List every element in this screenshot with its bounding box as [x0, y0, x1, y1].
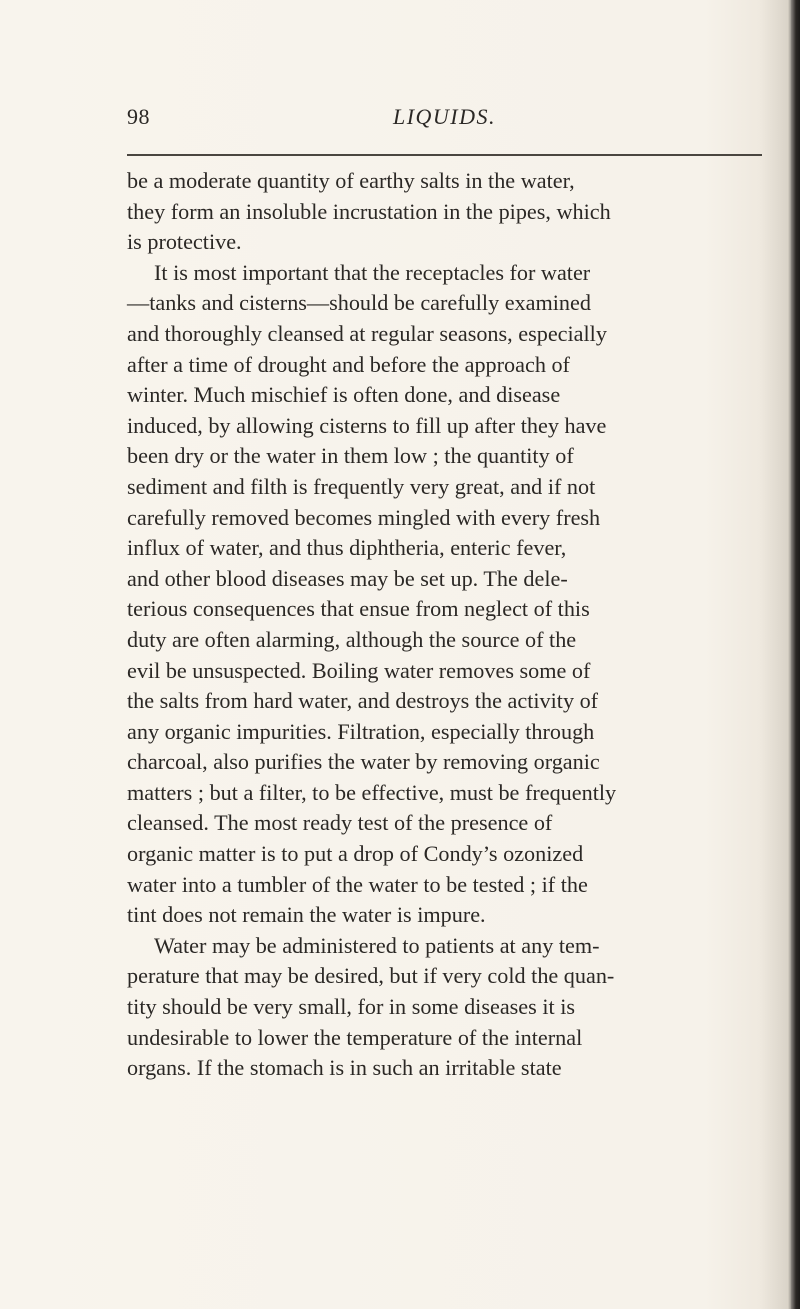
text-line: sediment and filth is frequently very great, and if not: [127, 473, 596, 499]
text-line: carefully removed becomes mingled with every fresh: [127, 504, 601, 530]
text-line: influx of water, and thus diphtheria, enteric fever,: [127, 535, 567, 561]
text-line: cleansed. The most ready test of the presence of: [127, 810, 553, 836]
text-line: is protective.: [127, 229, 242, 255]
text-line: and other blood diseases may be set up. The dele-: [127, 565, 568, 591]
text-line: any organic impurities. Filtration, especially through: [127, 718, 595, 744]
text-line: duty are often alarming, although the source of the: [127, 626, 577, 652]
book-spine-edge: [791, 0, 800, 1309]
text-line: they form an insoluble incrustation in the pipes, which: [127, 198, 611, 224]
text-line: induced, by allowing cisterns to fill up after they have: [127, 412, 607, 438]
text-line: and thoroughly cleansed at regular seasons, especially: [127, 320, 607, 346]
text-line: perature that may be desired, but if very cold the quan-: [127, 963, 615, 989]
running-head: LIQUIDS.: [392, 104, 497, 129]
text-line: evil be unsuspected. Boiling water removes some of: [127, 657, 591, 683]
text-line: tity should be very small, for in some diseases it is: [127, 994, 576, 1020]
page-header: [127, 104, 762, 144]
text-line: terious consequences that ensue from neglect of this: [127, 596, 590, 622]
text-line: It is most important that the receptacles for water: [154, 259, 591, 285]
text-line: winter. Much mischief is often done, and disease: [127, 382, 561, 408]
text-line: water into a tumbler of the water to be tested ; if the: [127, 871, 588, 897]
header-rule: [127, 154, 762, 156]
text-line: matters ; but a filter, to be effective, must be frequently: [127, 779, 617, 805]
body-text: [127, 166, 777, 1084]
text-line: the salts from hard water, and destroys the activity of: [127, 688, 599, 714]
text-line: —tanks and cisterns—should be carefully examined: [127, 290, 591, 316]
text-line: been dry or the water in them low ; the quantity of: [127, 443, 574, 469]
text-line: tint does not remain the water is impure.: [127, 902, 486, 928]
text-line: undesirable to lower the temperature of the internal: [127, 1024, 583, 1050]
text-line: charcoal, also purifies the water by removing organic: [127, 749, 600, 775]
text-line: be a moderate quantity of earthy salts in the water,: [127, 168, 575, 193]
text-line: organic matter is to put a drop of Condy’s ozonized: [127, 841, 584, 867]
text-line: after a time of drought and before the approach of: [127, 351, 570, 377]
text-line: Water may be administered to patients at any tem-: [154, 932, 600, 958]
page-number: 98: [127, 104, 150, 129]
text-line: organs. If the stomach is in such an irritable state: [127, 1055, 562, 1081]
